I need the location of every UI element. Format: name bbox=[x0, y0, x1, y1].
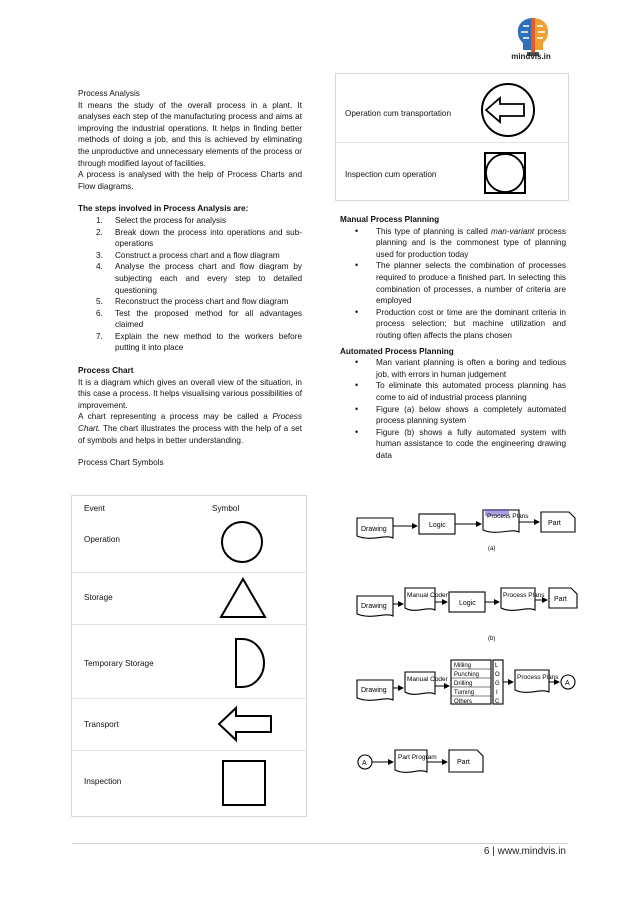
diagram-a bbox=[357, 509, 575, 552]
operation-circle-icon bbox=[220, 520, 264, 564]
page-footer: 6 | www.mindvis.in bbox=[483, 846, 566, 857]
list-item: • This type of planning is called man-variant process planning and is the commonest type of planning used for production today bbox=[340, 226, 566, 261]
diagram-c-logic-letter: G bbox=[495, 681, 500, 687]
list-item: • The planner selects the combination of processes required to produce a finished part. In selecting this combination of processes, a number of criteria are employed bbox=[340, 260, 566, 306]
list-item: • Man variant planning is often a boring and tedious job, with errors in human judgement bbox=[340, 357, 566, 380]
list-item: 1. Select the process for analysis bbox=[96, 215, 227, 225]
diagram-b-plans: Process Plans bbox=[503, 592, 545, 599]
symbol-label-operation-cum-transportation: Operation cum transportation bbox=[345, 109, 452, 118]
symbol-label-inspection-cum-operation: Inspection cum operation bbox=[345, 170, 437, 179]
steps-list bbox=[78, 215, 302, 354]
diagram-c-plans: Process Plans bbox=[517, 674, 559, 681]
process-chart-paragraph: It is a diagram which gives an overall view of the situation, in this case a process. It helps visualising various possibilities of improvement. bbox=[78, 377, 302, 410]
diagram-b-drawing: Drawing bbox=[361, 603, 387, 610]
diagram-b-caption: (b) bbox=[488, 636, 496, 642]
symbol-label-transport: Transport bbox=[84, 720, 119, 729]
analysis-paragraph: It means the study of the overall process in a plant. It analyses each step of the manufacturing process and aims at improving the industrial operations. It helps in finding better methods of doing a job, and this is achieved by eliminating the unproductive and unnecessary elements of the process or through modified layout of facilities. bbox=[78, 100, 302, 168]
diagram-c-op: Punching bbox=[454, 672, 480, 678]
diagram-a-plans: Process Plans bbox=[487, 513, 529, 520]
temporary-storage-d-icon bbox=[232, 636, 268, 690]
diagram-b-logic: Logic bbox=[459, 600, 476, 607]
heading-automated-process-planning: Automated Process Planning bbox=[340, 346, 454, 356]
diagram-c-logic-letter: L bbox=[495, 663, 499, 669]
diagram-a-logic: Logic bbox=[429, 522, 446, 529]
column-header-event: Event bbox=[84, 504, 105, 513]
analysis-paragraph-2: A process is analysed with the help of Process Charts and Flow diagrams. bbox=[78, 170, 302, 191]
list-item: 7. Explain the new method to the workers before putting it into place bbox=[96, 331, 302, 353]
heading-manual-process-planning: Manual Process Planning bbox=[340, 215, 440, 224]
list-item: • Figure (b) shows a fully automated system with human assistance to code the engineering drawing data bbox=[340, 427, 566, 462]
inspection-square-icon bbox=[220, 758, 268, 808]
list-item: 5. Reconstruct the process chart and flow diagram bbox=[96, 297, 289, 307]
process-chart-paragraph-2: A chart representing a process may be called a Process Chart. The chart illustrates the process with the help of a set of symbols and helps in better understanding. bbox=[78, 412, 302, 445]
diagram-c-op: Turning bbox=[454, 690, 475, 696]
diagram-b-part: Part bbox=[554, 596, 567, 603]
column-header-symbol: Symbol bbox=[212, 504, 240, 513]
diagram-c-coder: Manual Coder bbox=[407, 676, 448, 683]
heading-process-chart: Process Chart bbox=[78, 366, 134, 376]
storage-triangle-icon bbox=[218, 576, 268, 620]
right-column bbox=[340, 214, 566, 461]
list-item: • To eliminate this automated process planning has come to aid of industrial process planning bbox=[340, 380, 566, 403]
logo-text: mindvis.in bbox=[511, 52, 551, 61]
diagram-c-logic-letter: O bbox=[495, 672, 500, 678]
steps-heading: The steps involved in Process Analysis are: bbox=[78, 204, 249, 214]
footer-divider bbox=[72, 843, 568, 844]
diagram-b-coder: Manual Coder bbox=[407, 592, 448, 599]
diagram-a-part: Part bbox=[548, 520, 561, 527]
diagram-c-logic-letter: I bbox=[496, 690, 498, 696]
operation-cum-transport-icon bbox=[478, 82, 538, 138]
transport-arrow-icon bbox=[216, 704, 274, 744]
symbol-label-inspection: Inspection bbox=[84, 777, 122, 786]
diagram-a-drawing: Drawing bbox=[361, 526, 387, 533]
symbol-label-storage: Storage bbox=[84, 593, 113, 602]
diagram-c-part: Part bbox=[457, 759, 470, 766]
symbol-label-temporary-storage: Temporary Storage bbox=[84, 659, 154, 668]
symbol-label-operation: Operation bbox=[84, 535, 120, 544]
heading-process-analysis: Process Analysis bbox=[78, 89, 140, 98]
diagram-c-connector-2: A bbox=[362, 760, 367, 767]
combined-symbols-table bbox=[335, 73, 569, 201]
diagram-c bbox=[357, 660, 575, 772]
diagram-c-program: Part Program bbox=[398, 754, 437, 761]
diagram-c-op: Milling bbox=[454, 663, 472, 669]
diagram-b bbox=[357, 588, 577, 642]
list-item: 2. Break down the process into operations and sub-operations bbox=[96, 227, 302, 249]
list-item: • Production cost or time are the dominant criteria in process selection; but machine utilization and routing often affects the plans chosen bbox=[340, 307, 566, 342]
diagram-c-logic-letter: C bbox=[495, 699, 500, 705]
symbols-title: Process Chart Symbols bbox=[78, 458, 164, 468]
symbols-table bbox=[71, 495, 307, 817]
process-planning-diagram bbox=[343, 500, 579, 780]
list-item: 4. Analyse the process chart and flow diagram by subjecting each and every step to detailed questioning bbox=[96, 262, 302, 295]
diagram-c-op: Others bbox=[454, 699, 473, 705]
list-item: • Figure (a) below shows a completely automated process planning system bbox=[340, 404, 566, 427]
manual-bullets bbox=[340, 226, 566, 342]
inspection-cum-operation-icon bbox=[482, 150, 528, 196]
list-item: 6. Test the proposed method for all advantages claimed bbox=[96, 308, 302, 330]
diagram-c-connector: A bbox=[565, 680, 570, 687]
diagram-c-op: Drilling bbox=[454, 681, 473, 687]
list-item: 3. Construct a process chart and a flow diagram bbox=[96, 250, 280, 260]
automated-bullets bbox=[340, 357, 566, 461]
diagram-a-caption: (a) bbox=[488, 546, 496, 552]
left-column bbox=[78, 88, 302, 469]
diagram-c-drawing: Drawing bbox=[361, 687, 387, 694]
